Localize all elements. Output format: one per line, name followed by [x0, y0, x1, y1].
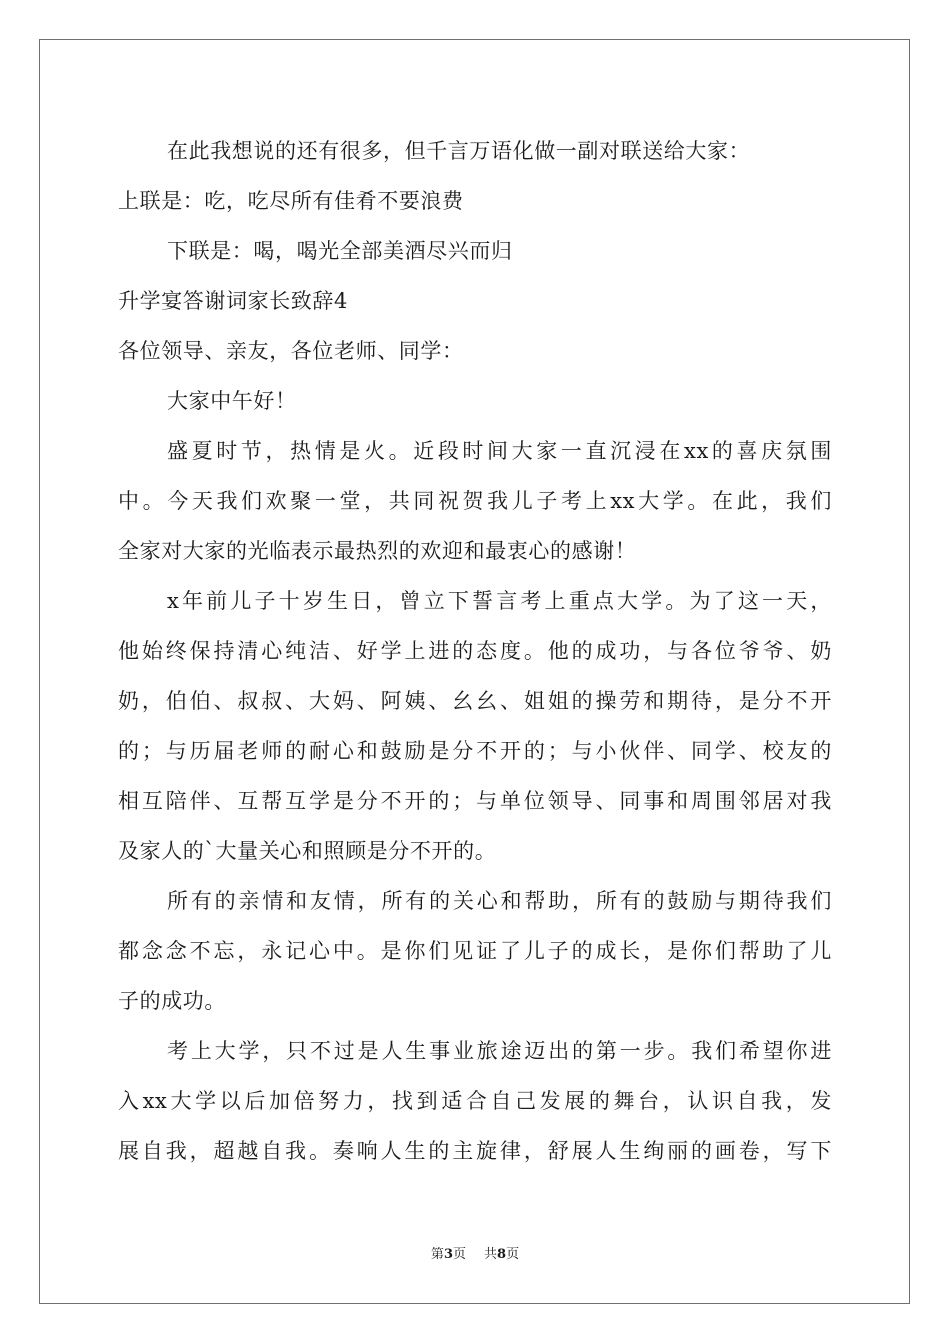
total-suffix: 页 — [506, 1247, 520, 1262]
paragraph-line: 中。今天我们欢聚一堂，共同祝贺我儿子考上xx大学。在此，我们 — [118, 489, 832, 513]
salutation: 各位领导、亲友，各位老师、同学： — [118, 339, 464, 363]
page-footer — [0, 1246, 950, 1264]
paragraph-line: x年前儿子十岁生日，曾立下誓言考上重点大学。为了这一天， — [167, 589, 832, 613]
paragraph-line: 都念念不忘，永记心中。是你们见证了儿子的成长，是你们帮助了儿 — [118, 939, 832, 963]
greeting: 大家中午好！ — [167, 389, 297, 413]
paragraph-line: 奶，伯伯、叔叔、大妈、阿姨、幺幺、姐姐的操劳和期待，是分不开 — [118, 689, 832, 713]
paragraph-line: 他始终保持清心纯洁、好学上进的态度。他的成功，与各位爷爷、奶 — [118, 639, 832, 663]
paragraph-line: 入xx大学以后加倍努力，找到适合自己发展的舞台，认识自我，发 — [118, 1089, 832, 1113]
paragraph-line: 考上大学，只不过是人生事业旅途迈出的第一步。我们希望你进 — [167, 1039, 832, 1063]
paragraph-line: 所有的亲情和友情，所有的关心和帮助，所有的鼓励与期待我们 — [167, 889, 832, 913]
paragraph-line: 全家对大家的光临表示最热烈的欢迎和最衷心的感谢！ — [118, 539, 637, 563]
total-prefix: 共 — [484, 1247, 498, 1262]
couplet-second-line: 下联是：喝，喝光全部美酒尽兴而归 — [167, 239, 513, 263]
couplet-first-line: 上联是：吃，吃尽所有佳肴不要浪费 — [118, 189, 464, 213]
paragraph-line: 的；与历届老师的耐心和鼓励是分不开的；与小伙伴、同学、校友的 — [118, 739, 832, 763]
page-prefix: 第 — [430, 1247, 444, 1262]
paragraph-line: 展自我，超越自我。奏响人生的主旋律，舒展人生绚丽的画卷，写下 — [118, 1139, 832, 1163]
total-pages: 8 — [497, 1247, 507, 1262]
paragraph-line: 盛夏时节，热情是火。近段时间大家一直沉浸在xx的喜庆氛围 — [167, 439, 832, 463]
section-title: 升学宴答谢词家长致辞4 — [118, 289, 348, 313]
document-body — [118, 126, 832, 1176]
page-number: 3 — [443, 1247, 453, 1262]
paragraph-line: 在此我想说的还有很多，但千言万语化做一副对联送给大家： — [167, 139, 751, 163]
paragraph-line: 子的成功。 — [118, 989, 226, 1013]
paragraph-line: 及家人的`大量关心和照顾是分不开的。 — [118, 839, 497, 863]
page-suffix: 页 — [452, 1247, 466, 1262]
paragraph-line: 相互陪伴、互帮互学是分不开的；与单位领导、同事和周围邻居对我 — [118, 789, 832, 813]
